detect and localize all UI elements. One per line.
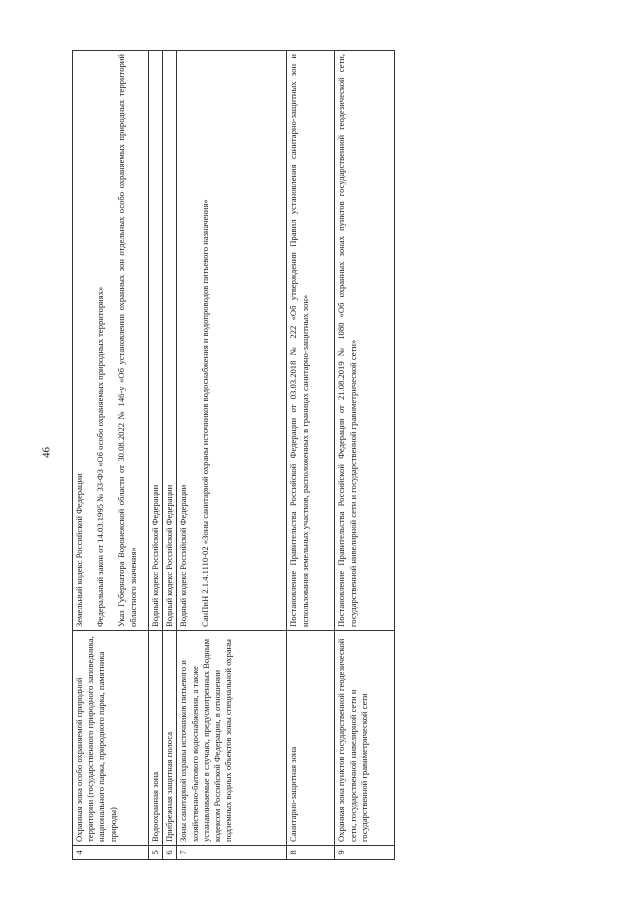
zones-table bbox=[72, 50, 395, 860]
legal-basis bbox=[163, 51, 177, 631]
document-line: Постановление Правительства Российской Федерации от 21.08.2019 № 1080 «Об охранных зонах пунктов государственной геодезической сети, государственной нивелирной сети и государственной гравиметрической сети» bbox=[336, 54, 358, 627]
zone-name: Зоны санитарной охраны источников питьевого и хозяйственно-бытового водоснабжения, а также устанавливаемые в случаях, предусмотренных Водным кодексом Российской Федерации, в отношении подземных водных объектов зоны специальной охраны bbox=[177, 631, 287, 846]
document-line: СанПиН 2.1.4.1110-02 «Зоны санитарной охраны источников водоснабжения и водопроводов питьевого назначения» bbox=[199, 199, 210, 627]
legal-basis bbox=[73, 51, 149, 631]
document-line: Постановление Правительства Российской Федерации от 03.03.2018 № 222 «Об утверждении Правил установления санитарно-защитных зон и использования земельных участков, расположенных в границах санитарно-защитных зон» bbox=[288, 54, 310, 627]
table-row bbox=[149, 51, 163, 860]
legal-basis bbox=[335, 51, 395, 631]
document-line: Водный кодекс Российской Федерации bbox=[150, 484, 160, 627]
table-row bbox=[163, 51, 177, 860]
document-line: Водный кодекс Российской Федерации bbox=[164, 484, 175, 627]
table-row bbox=[287, 51, 335, 860]
zone-name: Водоохранная зона bbox=[149, 631, 163, 846]
table-row bbox=[177, 51, 287, 860]
document-line: Указ Губернатора Воронежской области от 30.08.2022 № 146-у «Об установлении охранных зон отдельных особо охраняемых природных территорий областного значения» bbox=[116, 54, 138, 627]
document-line: Водный кодекс Российской Федерации bbox=[178, 484, 189, 627]
page-number: 46 bbox=[40, 447, 53, 458]
zone-name: Охранная зона особо охраняемой природной территории (государственного природного заповедника, национального парка, природного парка, памятника природы) bbox=[73, 631, 149, 846]
table-row bbox=[335, 51, 395, 860]
table-row bbox=[73, 51, 149, 860]
row-number: 6 bbox=[163, 846, 177, 860]
row-number: 4 bbox=[73, 846, 149, 860]
zone-name: Прибрежная защитная полоса bbox=[163, 631, 177, 846]
legal-basis bbox=[287, 51, 335, 631]
row-number: 5 bbox=[149, 846, 163, 860]
zone-name: Охранная зона пунктов государственной геодезической сети, государственной нивелирной сети и государственной гравиметрической сети bbox=[335, 631, 395, 846]
legal-basis bbox=[177, 51, 287, 631]
rotated-table-wrapper bbox=[72, 50, 392, 860]
row-number: 8 bbox=[287, 846, 335, 860]
legal-basis bbox=[149, 51, 163, 631]
row-number: 9 bbox=[335, 846, 395, 860]
document-line: Земельный кодекс Российской Федерации bbox=[74, 473, 84, 627]
row-number: 7 bbox=[177, 846, 287, 860]
zone-name: Санитарно-защитная зона bbox=[287, 631, 335, 846]
document-line: Федеральный закон от 14.03.1995 № 33-ФЗ «Об особо охраняемых природных территориях» bbox=[95, 286, 106, 627]
